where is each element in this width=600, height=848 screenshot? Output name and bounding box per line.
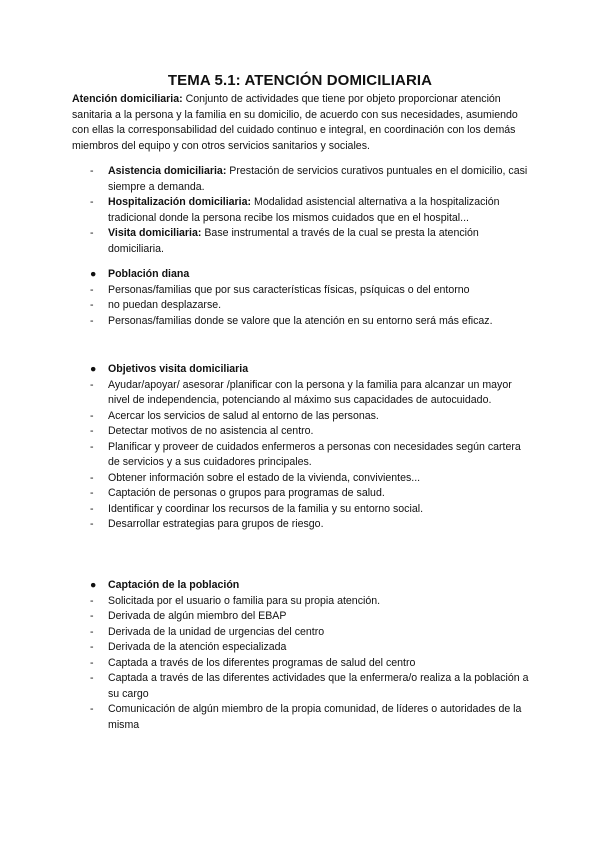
list-item-text: Captada a través de las diferentes actividades que la enfermera/o realiza a la población a su cargo	[108, 672, 529, 700]
dash-marker: -	[90, 471, 94, 484]
dash-marker: -	[90, 196, 94, 208]
list-item	[72, 378, 532, 409]
list-item	[72, 424, 532, 440]
list-item	[72, 486, 532, 502]
section-heading	[72, 362, 532, 378]
dash-marker: -	[90, 594, 94, 607]
bullet-marker: ●	[90, 363, 97, 375]
list-item	[72, 164, 532, 195]
dash-marker: -	[90, 227, 94, 239]
list-item	[72, 671, 532, 702]
section-heading-text: Objetivos visita domiciliaria	[108, 363, 249, 375]
list-item	[72, 517, 532, 533]
dash-marker: -	[90, 440, 94, 453]
list-item-text: Desarrollar estrategias para grupos de riesgo.	[108, 518, 324, 530]
bullet-marker: ●	[90, 579, 97, 591]
definition-text: Modalidad asistencial alternativa a la hospitalización tradicional donde la persona recibe los mismos cuidados que en el hospital...	[108, 196, 500, 224]
section-objetivos	[72, 362, 532, 533]
list-item-text: Detectar motivos de no asistencia al centro.	[108, 425, 314, 437]
intro-term: Atención domiciliaria:	[72, 93, 183, 105]
dash-marker: -	[90, 283, 94, 296]
definition-term: Visita domiciliaria:	[108, 227, 202, 239]
list-item-text: Captada a través de los diferentes programas de salud del centro	[108, 656, 416, 669]
definitions-list	[72, 164, 532, 257]
list-item-text: Acercar los servicios de salud al entorno de las personas.	[108, 409, 379, 422]
list-item-text: Personas/familias donde se valore que la atención en su entorno será más eficaz.	[108, 314, 493, 327]
dash-marker: -	[90, 641, 94, 653]
list-item-text: Derivada de la unidad de urgencias del centro	[108, 625, 325, 638]
dash-marker: -	[90, 425, 94, 437]
section-captacion	[72, 578, 532, 733]
dash-marker: -	[90, 656, 94, 669]
list-item	[72, 594, 532, 610]
dash-marker: -	[90, 610, 94, 622]
dash-marker: -	[90, 378, 94, 391]
intro-text: Conjunto de actividades que tiene por objeto proporcionar atención sanitaria a la persona y la familia en su domicilio, de acuerdo con sus necesidades, asumiendo con ellas la corresponsabilidad del cuidado continuo e integral, en coordinación con los demás miembros del equipo y con otros servicios sanitarios y sociales.	[72, 93, 518, 152]
list-item	[72, 409, 532, 425]
dash-marker: -	[90, 299, 94, 311]
list-item	[72, 502, 532, 518]
dash-marker: -	[90, 165, 94, 177]
list-item-text: Ayudar/apoyar/ asesorar /planificar con la persona y la familia para alcanzar un mayor nivel de independencia, potenciando al máximo sus capacidades de autocuidado.	[108, 378, 512, 406]
list-item	[72, 226, 532, 257]
list-item-text: no puedan desplazarse.	[108, 299, 222, 311]
list-item-text: Personas/familias que por sus características físicas, psíquicas o del entorno	[108, 283, 470, 296]
dash-marker: -	[90, 409, 94, 422]
list-item	[72, 314, 532, 330]
list-item-text: Planificar y proveer de cuidados enfermeros a personas con necesidades según cartera de servicios y a sus cuidadores principales.	[108, 440, 521, 468]
definition-term: Asistencia domiciliaria:	[108, 165, 227, 177]
dash-marker: -	[90, 703, 94, 715]
list-item	[72, 471, 532, 487]
list-item	[72, 640, 532, 656]
list-item-text: Comunicación de algún miembro de la propia comunidad, de líderes o autoridades de la misma	[108, 703, 522, 731]
dash-marker: -	[90, 672, 94, 684]
dash-marker: -	[90, 314, 94, 327]
list-item-text: Derivada de algún miembro del EBAP	[108, 610, 287, 622]
dash-marker: -	[90, 625, 94, 638]
list-item-text: Derivada de la atención especializada	[108, 641, 287, 653]
list-item	[72, 625, 532, 641]
list-item	[72, 440, 532, 471]
list-item	[72, 283, 532, 299]
list-item	[72, 609, 532, 625]
section-heading-text: Captación de la población	[108, 579, 240, 591]
section-poblacion-diana	[72, 267, 532, 329]
dash-marker: -	[90, 487, 94, 499]
dash-marker: -	[90, 502, 94, 515]
list-item-text: Obtener información sobre el estado de la vivienda, convivientes...	[108, 471, 421, 484]
list-item	[72, 298, 532, 314]
page-title: TEMA 5.1: ATENCIÓN DOMICILIARIA	[167, 72, 433, 89]
dash-marker: -	[90, 518, 94, 530]
list-item	[72, 195, 532, 226]
definition-text: Prestación de servicios curativos puntuales en el domicilio, casi siempre a demanda.	[108, 165, 528, 193]
definition-text: Base instrumental a través de la cual se presta la atención domiciliaria.	[108, 227, 479, 255]
list-item	[72, 702, 532, 733]
section-heading	[72, 267, 532, 283]
intro-paragraph	[72, 92, 532, 154]
section-heading	[72, 578, 532, 594]
list-item-text: Identificar y coordinar los recursos de la familia y su entorno social.	[108, 502, 424, 515]
bullet-marker: ●	[90, 268, 97, 280]
list-item	[72, 656, 532, 672]
list-item-text: Solicitada por el usuario o familia para su propia atención.	[108, 594, 381, 607]
list-item-text: Captación de personas o grupos para programas de salud.	[108, 487, 385, 499]
definition-term: Hospitalización domiciliaria:	[108, 196, 252, 208]
section-heading-text: Población diana	[108, 268, 190, 280]
